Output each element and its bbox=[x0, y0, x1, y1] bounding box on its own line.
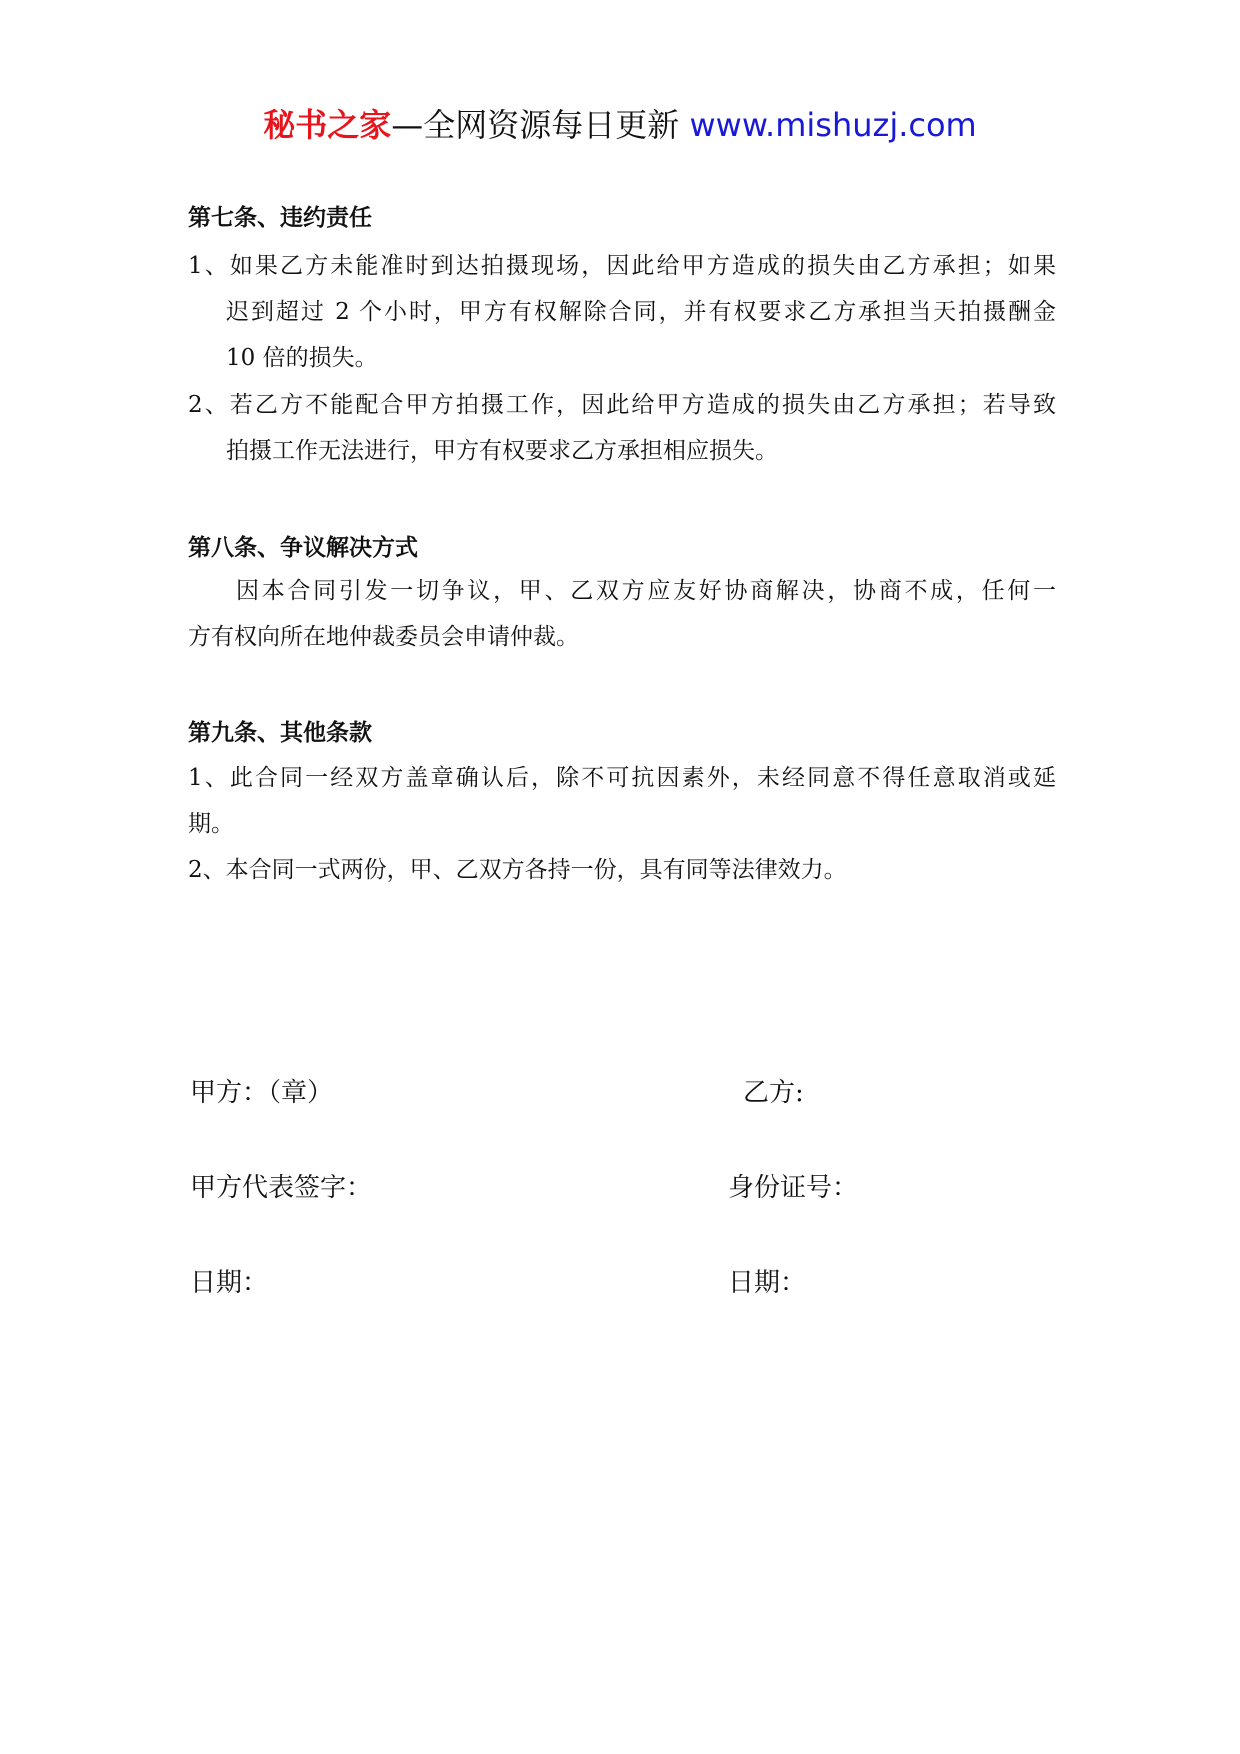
party-b-label: 乙方: bbox=[743, 1078, 804, 1108]
id-number-label: 身份证号： bbox=[728, 1173, 859, 1203]
party-a-date-label: 日期： bbox=[190, 1268, 269, 1298]
site-slogan: —全网资源每日更新 bbox=[391, 106, 680, 144]
article-7-item-2-line-1: 2、若乙方不能配合甲方拍摄工作，因此给甲方造成的损失由乙方承担；若导致 bbox=[188, 392, 1056, 418]
site-brand: 秘书之家 bbox=[263, 106, 392, 144]
article-7-item-1-line-2: 迟到超过 2 个小时，甲方有权解除合同，并有权要求乙方承担当天拍摄酬金 bbox=[226, 299, 1056, 325]
article-8-body-line-2: 方有权向所在地仲裁委员会申请仲裁。 bbox=[188, 624, 579, 650]
article-7-item-2-line-2: 拍摄工作无法进行，甲方有权要求乙方承担相应损失。 bbox=[226, 438, 778, 464]
article-8-body-line-1: 因本合同引发一切争议，甲、乙双方应友好协商解决，协商不成，任何一 bbox=[236, 578, 1056, 604]
article-9-item-1-line-1: 1、此合同一经双方盖章确认后，除不可抗因素外，未经同意不得任意取消或延 bbox=[188, 765, 1056, 791]
article-9-item-2: 2、本合同一式两份，甲、乙双方各持一份，具有同等法律效力。 bbox=[188, 857, 847, 883]
party-a-seal-label: 甲方：（章） bbox=[190, 1078, 334, 1108]
party-a-rep-signature-label: 甲方代表签字： bbox=[190, 1173, 373, 1203]
article-8-title: 第八条、争议解决方式 bbox=[188, 535, 418, 561]
article-9-item-1-line-2: 期。 bbox=[188, 811, 234, 837]
article-9-title: 第九条、其他条款 bbox=[188, 720, 372, 746]
party-b-date-label: 日期： bbox=[728, 1268, 807, 1298]
article-7-title: 第七条、违约责任 bbox=[188, 205, 372, 231]
site-url-link[interactable]: www.mishuzj.com bbox=[689, 106, 977, 144]
site-header bbox=[0, 100, 1240, 150]
article-7-item-1-line-3: 10 倍的损失。 bbox=[226, 345, 378, 371]
article-7-item-1-line-1: 1、如果乙方未能准时到达拍摄现场，因此给甲方造成的损失由乙方承担；如果 bbox=[188, 253, 1056, 279]
